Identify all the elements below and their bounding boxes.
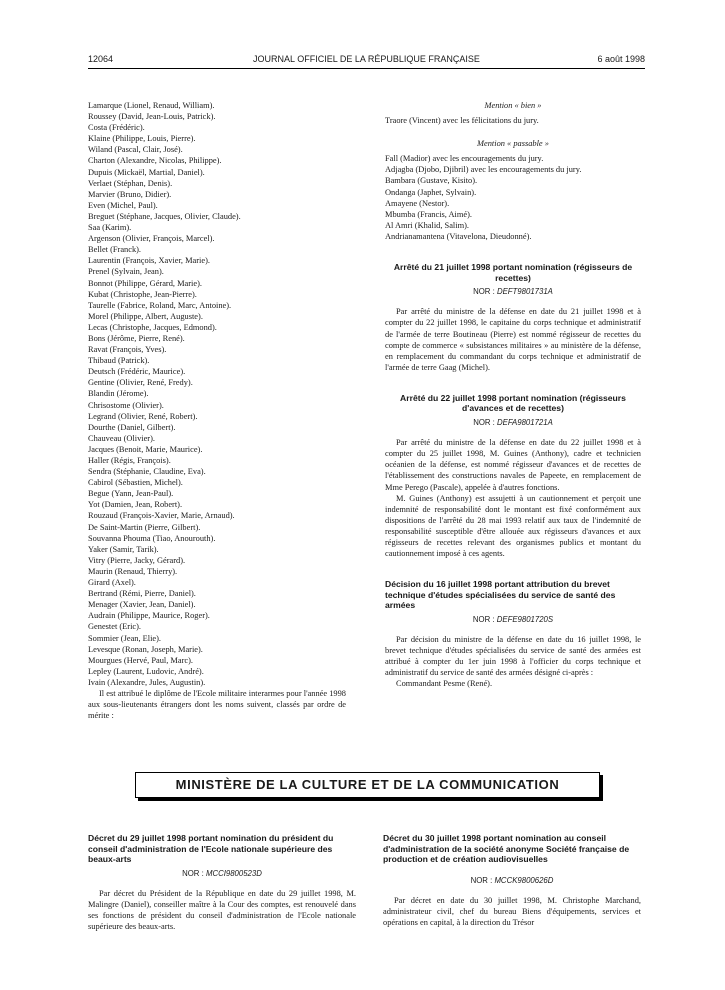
nor-label: NOR : xyxy=(472,614,495,624)
name-entry: Charton (Alexandre, Nicolas, Philippe). xyxy=(88,156,222,166)
name-entry: Dupuis (Mickaël, Martial, Daniel). xyxy=(88,167,205,177)
nor-code: MCCK9800626D xyxy=(494,875,554,885)
decree-title: Décret du 30 juillet 1998 portant nomination au conseil d'administration de la société anonyme Société française de production et de création audiovisuelles xyxy=(383,833,630,865)
name-entry: Prenel (Sylvain, Jean). xyxy=(88,267,164,277)
decree-paragraph: Par décret en date du 30 juillet 1998, M. Christophe Marchand, administrateur civil, chef du bureau Biens d'équipements, services et opérations en capital, à la direction du Trésor xyxy=(383,895,641,928)
name-entry: Bonnot (Philippe, Gérard, Marie). xyxy=(88,278,202,288)
decree-paragraph: Par arrêté du ministre de la défense en date du 22 juillet 1998 et à compter du 25 juillet 1998, M. Guines (Anthony), cadre et technicien océanien de la défense, est nommé régisseur d'avances et de recettes de l'établissement des constructions navales de Papeete, en remplacement de Mme Perego (Pascale), appelée à d'autres fonctions. xyxy=(385,438,641,492)
decree-title: Décret du 29 juillet 1998 portant nomination du président du conseil d'administration de l'Ecole nationale supérieure des beaux-arts xyxy=(88,833,334,865)
name-entry: Al Amri (Khalid, Salim). xyxy=(385,220,469,230)
name-entry: Genestet (Eric). xyxy=(88,622,142,632)
bottom-left-decree xyxy=(88,833,356,932)
name-entry: Marvier (Bruno, Didier). xyxy=(88,189,172,199)
name-entry: Roussey (David, Jean-Louis, Patrick). xyxy=(88,112,216,122)
page-header xyxy=(88,54,645,68)
name-entry: Haller (Régis, François). xyxy=(88,456,171,465)
name-entry: Menager (Xavier, Jean, Daniel). xyxy=(88,600,196,610)
header-rule xyxy=(88,68,645,69)
name-entry: Lepley (Laurent, Ludovic, André). xyxy=(88,666,204,676)
mention-passable-heading: Mention « passable » xyxy=(477,139,549,149)
name-entry: Blandin (Jérome). xyxy=(88,389,149,399)
name-entry: Deutsch (Frédéric, Maurice). xyxy=(88,367,186,377)
name-entry: Wiland (Pascal, Clair, José). xyxy=(88,145,183,155)
name-entry: Argenson (Olivier, François, Marcel). xyxy=(88,234,215,244)
nor-line xyxy=(383,875,641,886)
name-entry: Souvanna Phouma (Tiao, Anourouth). xyxy=(88,533,216,543)
name-entry: Amayene (Nestor). xyxy=(385,198,450,208)
decree-title: Décision du 16 juillet 1998 portant attribution du brevet technique d'études spécialisées du service de santé des armées xyxy=(385,579,616,611)
name-entry: Chauveau (Olivier). xyxy=(88,433,155,443)
name-entry: Mbumba (Francis, Aimé). xyxy=(385,209,472,219)
right-column xyxy=(385,100,641,690)
name-entry: Chrisostome (Olivier). xyxy=(88,400,164,410)
ministry-banner xyxy=(135,772,600,798)
name-entry: Ivain (Alexandre, Jules, Augustin). xyxy=(88,677,206,687)
decree-title: Arrêté du 22 juillet 1998 portant nomination (régisseurs d'avances et de recettes) xyxy=(400,392,626,414)
ministry-title: MINISTÈRE DE LA CULTURE ET DE LA COMMUNICATION xyxy=(175,777,560,792)
name-entry: Kubat (Christophe, Jean-Pierre). xyxy=(88,289,197,299)
nor-label: NOR : xyxy=(182,868,204,878)
name-entry: Bambara (Gustave, Kisito). xyxy=(385,176,478,186)
name-entry: Yaker (Samir, Tarik). xyxy=(88,544,159,554)
issue-date: 6 août 1998 xyxy=(597,54,645,64)
decree-paragraph: M. Guines (Anthony) est assujetti à un cautionnement et perçoit une indemnité de responsabilité dont le montant est fixé conformément aux dispositions de l'arrêté du 28 mai 1993 relatif aux taux de l'indemnité de responsabilité susceptible d'être allouée aux régisseurs d'avances et aux régisseurs de recettes relevant des organismes publics et montant du cautionnement imposé à ces agents. xyxy=(385,493,641,559)
name-entry: Morel (Philippe, Albert, Auguste). xyxy=(88,311,203,321)
name-entry: Bons (Jérôme, Pierre, René). xyxy=(88,333,185,343)
name-entry: Lecas (Christophe, Jacques, Edmond). xyxy=(88,322,217,332)
name-entry: Ondanga (Japhet, Sylvain). xyxy=(385,187,477,197)
name-entry: Mourgues (Hervé, Paul, Marc). xyxy=(88,655,193,665)
name-entry: Begue (Yann, Jean-Paul). xyxy=(88,489,174,499)
nor-code: MCCI9800523D xyxy=(205,868,262,878)
nor-code: DEFA9801721A xyxy=(497,418,553,428)
name-entry: Gentine (Olivier, René, Fredy). xyxy=(88,378,193,388)
nor-code: DEFE9801720S xyxy=(496,614,554,624)
names-list xyxy=(88,100,346,688)
name-entry: Costa (Frédéric). xyxy=(88,123,145,133)
name-entry: Andrianamantena (Vitavelona, Dieudonné). xyxy=(385,231,532,241)
left-column xyxy=(88,100,346,721)
name-entry: Sendra (Stéphanie, Claudine, Eva). xyxy=(88,467,206,477)
decree-paragraph: Commandant Pesme (René). xyxy=(396,679,493,689)
name-entry: Traore (Vincent) avec les félicitations du jury. xyxy=(385,116,539,126)
name-entry: Sommier (Jean, Elie). xyxy=(88,633,162,643)
name-entry: Saa (Karim). xyxy=(88,223,132,233)
nor-label: NOR : xyxy=(473,287,495,297)
name-entry: Thibaud (Patrick). xyxy=(88,356,150,366)
name-entry: Legrand (Olivier, René, Robert). xyxy=(88,411,198,421)
nor-line xyxy=(385,614,641,625)
decree-paragraph: Par décret du Président de la République en date du 29 juillet 1998, M. Malingre (Daniel), conseiller maître à la Cour des comptes, est renouvelé dans ses fonctions de président du conseil d'administration de l'Ecole nationale supérieure des beaux-arts. xyxy=(88,888,356,932)
nor-line xyxy=(385,286,641,297)
bottom-right-decree xyxy=(383,833,641,928)
mention-bien-list xyxy=(385,115,641,126)
name-entry: Laurentin (François, Xavier, Marie). xyxy=(88,256,210,266)
nor-label: NOR : xyxy=(470,875,493,885)
name-entry: Bellet (Franck). xyxy=(88,245,142,255)
journal-title: JOURNAL OFFICIEL DE LA RÉPUBLIQUE FRANÇAISE xyxy=(253,54,480,64)
name-entry: Cabirol (Sébastien, Michel). xyxy=(88,478,183,488)
name-entry: De Saint-Martin (Pierre, Gilbert). xyxy=(88,522,201,532)
name-entry: Jacques (Benoit, Marie, Maurice). xyxy=(88,444,203,454)
decree-section xyxy=(385,393,641,559)
name-entry: Vitry (Pierre, Jacky, Gérard). xyxy=(88,555,186,565)
decrees-list xyxy=(385,262,641,690)
decree-title: Arrêté du 21 juillet 1998 portant nomination (régisseurs de recettes) xyxy=(393,262,633,283)
closing-paragraph: Il est attribué le diplôme de l'Ecole militaire interarmes pour l'année 1998 aux sous-lieutenants étrangers dont les noms suivent, classés par ordre de mérite : xyxy=(88,688,346,721)
name-entry: Maurin (Renaud, Thierry). xyxy=(88,566,178,576)
name-entry: Taurelle (Fabrice, Roland, Marc, Antoine). xyxy=(88,300,232,310)
decree-paragraph: Par décision du ministre de la défense en date du 16 juillet 1998, le brevet technique d'études spécialisées du service de santé des armées est attribué à compter du 1er juin 1998 à l'officier du corps technique et administratif du service de santé des armées désigné ci-après : xyxy=(385,635,641,678)
name-entry: Ravat (François, Yves). xyxy=(88,345,167,355)
decree-section xyxy=(385,579,641,689)
nor-label: NOR : xyxy=(473,418,495,428)
name-entry: Adjagba (Djobo, Djibril) avec les encouragements du jury. xyxy=(385,165,582,175)
decree-paragraph: Par arrêté du ministre de la défense en date du 21 juillet 1998 et à compter du 22 juillet 1998, le capitaine du corps technique et administratif de l'armée de terre Boutineau (Pierre) est nommé régisseur de recettes du compte de commerce « subsistances militaires » au ministère de la défense, en remplacement du commandant du corps technique et administratif de l'armée de terre Gaag (Michel). xyxy=(385,307,641,372)
decree-section xyxy=(385,262,641,373)
page-number: 12064 xyxy=(88,54,114,64)
name-entry: Lamarque (Lionel, Renaud, William). xyxy=(88,101,215,110)
name-entry: Even (Michel, Paul). xyxy=(88,200,158,210)
name-entry: Girard (Axel). xyxy=(88,578,136,588)
name-entry: Bertrand (Rémi, Pierre, Daniel). xyxy=(88,589,196,599)
name-entry: Rouzaud (François-Xavier, Marie, Arnaud). xyxy=(88,511,235,521)
name-entry: Dourthe (Daniel, Gilbert). xyxy=(88,422,176,432)
name-entry: Audrain (Philippe, Maurice, Roger). xyxy=(88,611,210,621)
name-entry: Breguet (Stéphane, Jacques, Olivier, Claude). xyxy=(88,211,241,221)
name-entry: Klaine (Philippe, Louis, Pierre). xyxy=(88,134,196,144)
nor-line xyxy=(385,417,641,428)
name-entry: Fall (Madior) avec les encouragements du jury. xyxy=(385,154,544,164)
nor-line xyxy=(88,868,356,879)
name-entry: Yot (Damien, Jean, Robert). xyxy=(88,500,183,510)
name-entry: Levesque (Ronan, Joseph, Marie). xyxy=(88,644,203,654)
mention-passable-list xyxy=(385,153,641,242)
name-entry: Verlaet (Stéphan, Denis). xyxy=(88,178,173,188)
mention-bien-heading: Mention « bien » xyxy=(484,101,542,110)
nor-code: DEFT9801731A xyxy=(496,287,553,297)
